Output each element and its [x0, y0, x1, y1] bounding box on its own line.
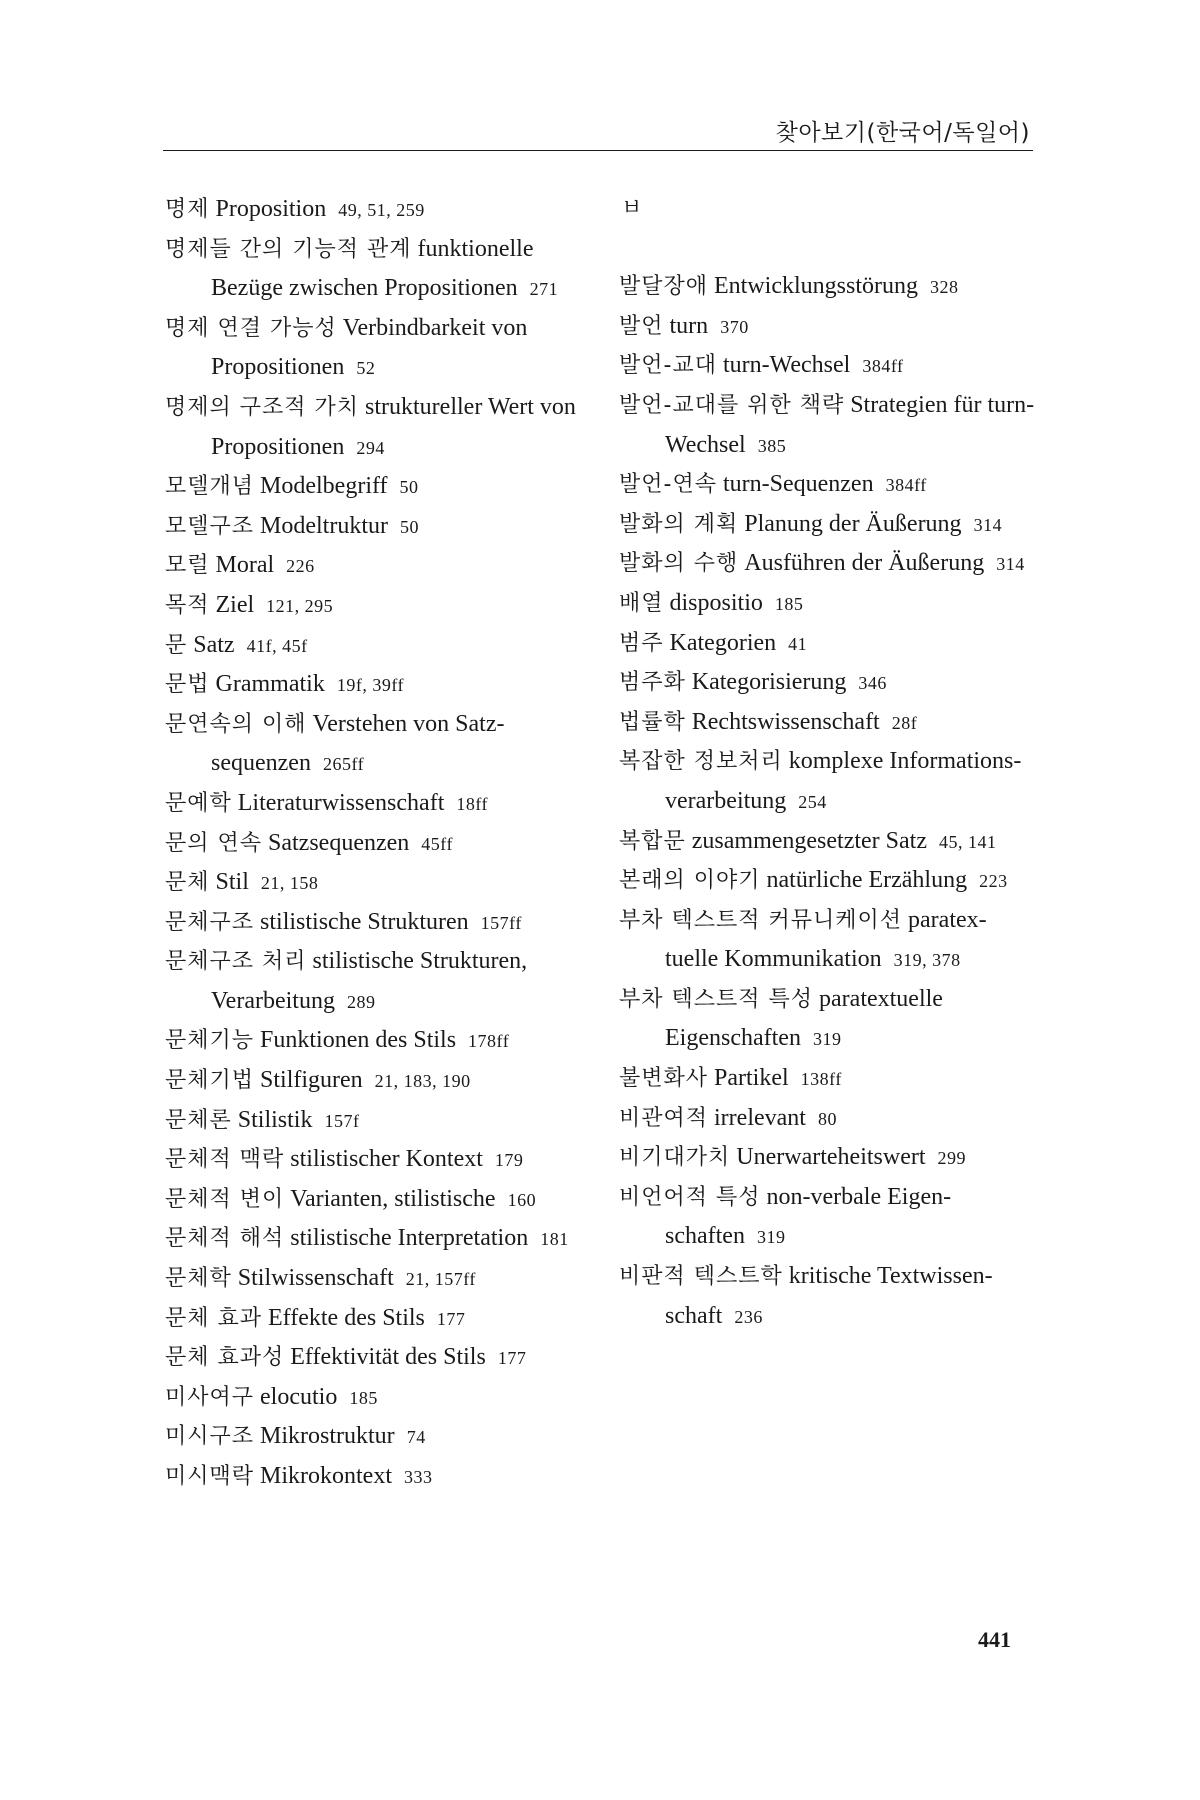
german-term: Modelbegriff: [260, 473, 388, 500]
german-term: turn-Sequenzen: [722, 471, 874, 498]
index-entry: [165, 863, 585, 903]
page-references: 185: [774, 593, 804, 614]
korean-term: 문체: [165, 870, 210, 896]
page-references: 28f: [891, 712, 918, 733]
index-entry: [619, 624, 1039, 664]
korean-term: 법률학: [619, 709, 686, 735]
index-entry: [165, 784, 585, 824]
index-entry: [619, 1099, 1039, 1139]
index-entry: [619, 505, 1039, 545]
page-references: 21, 183, 190: [374, 1071, 471, 1092]
index-entry: [619, 861, 1039, 901]
korean-term: 비판적 텍스트학: [619, 1264, 783, 1290]
page-references: 21, 157ff: [405, 1269, 476, 1290]
page-references: 177: [497, 1348, 527, 1369]
page-references: 178ff: [468, 1031, 510, 1052]
index-entry: [619, 742, 1039, 821]
german-term: Stilfiguren: [260, 1067, 363, 1094]
korean-term: 비언어적 특성: [619, 1184, 761, 1210]
index-entry: [619, 663, 1039, 703]
korean-term: 발언: [619, 313, 664, 339]
page-references: 21, 158: [260, 873, 319, 894]
german-term: Ziel: [215, 591, 255, 618]
german-term: Stilwissenschaft: [237, 1265, 394, 1292]
page-references: 299: [937, 1148, 967, 1169]
korean-term: 불변화사: [619, 1066, 709, 1092]
index-entry: [619, 465, 1039, 505]
german-term: Rechtswissenschaft: [691, 708, 880, 735]
german-term: dispositio: [669, 589, 763, 616]
page-references: 80: [817, 1108, 837, 1129]
index-entry: [165, 1140, 585, 1180]
index-entry: [165, 388, 585, 467]
german-term: stilistische Strukturen: [260, 908, 469, 935]
page-references: 121, 295: [266, 595, 334, 616]
german-term: Verbindbarkeit von Propositionen: [211, 314, 528, 381]
index-entry: [165, 942, 585, 1021]
page-references: 45ff: [421, 833, 453, 854]
korean-term: 미시맥락: [165, 1464, 255, 1489]
german-term: Funktionen des Stils: [260, 1027, 457, 1054]
korean-term: 범주: [619, 630, 664, 656]
index-entries-right: [619, 267, 1039, 1336]
german-term: funktionelle Bezüge zwischen Propositionen: [211, 235, 534, 302]
german-term: irrelevant: [714, 1104, 806, 1131]
index-entry: [165, 1338, 585, 1378]
korean-term: 문체구조 처리: [165, 949, 307, 975]
page-references: 52: [356, 358, 376, 379]
index-entry: [165, 903, 585, 943]
korean-term: 문체론: [165, 1107, 232, 1133]
page-references: 226: [286, 556, 315, 577]
header-rule: [163, 150, 1033, 151]
german-term: Kategorien: [669, 629, 777, 656]
running-header: 찾아보기(한국어/독일어): [775, 120, 1030, 146]
korean-term: 명제의 구조적 가치: [165, 394, 360, 420]
index-entry: [619, 307, 1039, 347]
korean-term: 명제: [165, 197, 210, 222]
index-entry: [619, 1059, 1039, 1099]
index-entry: [619, 1138, 1039, 1178]
page-references: 157f: [324, 1110, 360, 1131]
index-entry: [165, 1457, 585, 1497]
german-term: Satzsequenzen: [268, 829, 410, 856]
korean-term: 모럴: [165, 553, 210, 579]
korean-term: 발언-교대: [619, 353, 717, 379]
korean-term: 문: [165, 632, 188, 658]
german-term: Modeltruktur: [260, 512, 388, 539]
german-term: turn-Wechsel: [722, 352, 851, 379]
german-term: Proposition: [215, 196, 327, 222]
index-entry: [165, 1219, 585, 1259]
index-entry: [165, 1299, 585, 1339]
korean-term: 발언-교대를 위한 책략: [619, 392, 845, 418]
german-term: paratextuelle Eigenschaften: [665, 985, 943, 1052]
korean-term: 미사여구: [165, 1384, 255, 1410]
korean-term: 명제 연결 가능성: [165, 315, 337, 341]
page-references: 41f, 45f: [246, 635, 308, 656]
page-references: 370: [720, 316, 749, 337]
korean-term: 비관여적: [619, 1105, 709, 1131]
german-term: Ausführen der Äußerung: [744, 550, 985, 577]
korean-term: 본래의 이야기: [619, 868, 761, 894]
german-term: turn: [669, 312, 709, 339]
page-references: 45, 141: [939, 831, 997, 852]
korean-term: 문체적 맥락: [165, 1147, 285, 1173]
index-entry: [165, 1417, 585, 1457]
german-term: paratex-tuelle Kommunikation: [665, 906, 987, 973]
korean-term: 문체 효과: [165, 1305, 263, 1331]
korean-term: 문예학: [165, 790, 232, 816]
german-term: stilistische Interpretation: [290, 1225, 529, 1252]
german-term: Mikrokontext: [260, 1463, 393, 1489]
index-entry: [619, 901, 1039, 980]
index-entry: [619, 386, 1039, 465]
page-references: 74: [406, 1427, 426, 1448]
index-entry: [619, 584, 1039, 624]
index-entry: [165, 705, 585, 784]
german-term: stilistische Strukturen, Verarbeitung: [211, 948, 528, 1014]
page-references: 385: [757, 435, 787, 456]
page-references: 181: [540, 1229, 569, 1250]
german-term: struktureller Wert von Propositionen: [211, 393, 576, 460]
page-references: 254: [798, 791, 827, 812]
index-column-right: [619, 190, 1039, 1336]
korean-term: 문체 효과성: [165, 1345, 285, 1371]
page-references: 319: [756, 1227, 786, 1248]
korean-term: 발달장애: [619, 274, 709, 300]
index-entry: [619, 267, 1039, 307]
index-entry: [165, 586, 585, 626]
korean-term: 모델개념: [165, 474, 255, 500]
page-references: 319: [812, 1029, 842, 1050]
korean-term: 명제들 간의 기능적 관계: [165, 236, 412, 262]
index-entry: [165, 824, 585, 864]
german-term: Effektivität des Stils: [290, 1344, 486, 1371]
german-term: Verstehen von Satz-sequenzen: [211, 710, 505, 777]
page-references: 185: [349, 1387, 378, 1408]
german-term: Grammatik: [215, 671, 325, 698]
korean-term: 문체학: [165, 1266, 232, 1292]
index-entry: [165, 1021, 585, 1061]
index-entry: [165, 507, 585, 547]
index-entry: [619, 1257, 1039, 1336]
korean-term: 문체기법: [165, 1068, 255, 1094]
german-term: stilistischer Kontext: [290, 1146, 483, 1173]
page-references: 346: [858, 673, 887, 694]
index-entry: [619, 980, 1039, 1059]
korean-term: 복합문: [619, 828, 686, 854]
korean-term: 모델구조: [165, 513, 255, 539]
page-references: 138ff: [800, 1069, 842, 1090]
korean-term: 복잡한 정보처리: [619, 749, 783, 775]
german-term: komplexe Informations-verarbeitung: [665, 748, 1022, 814]
korean-term: 범주화: [619, 670, 686, 696]
korean-term: 문의 연속: [165, 830, 263, 856]
korean-term: 발화의 수행: [619, 551, 739, 577]
page-references: 294: [356, 437, 385, 458]
page-references: 236: [734, 1306, 763, 1327]
german-term: non-verbale Eigen-schaften: [665, 1183, 952, 1250]
german-term: Effekte des Stils: [268, 1304, 425, 1331]
index-entry: [165, 1259, 585, 1299]
index-entry: [165, 626, 585, 666]
german-term: Strategien für turn-Wechsel: [665, 391, 1035, 458]
page-references: 328: [930, 277, 959, 298]
index-entry: [165, 230, 585, 309]
index-entry: [619, 346, 1039, 386]
german-term: Stilistik: [237, 1106, 313, 1133]
index-entry: [619, 822, 1039, 862]
german-term: Satz: [193, 631, 235, 658]
korean-term: 문법: [165, 672, 210, 698]
german-term: Mikrostruktur: [260, 1423, 395, 1450]
page-references: 160: [507, 1189, 537, 1210]
korean-term: 미시구조: [165, 1424, 255, 1450]
page-references: 179: [494, 1150, 524, 1171]
page-references: 314: [996, 554, 1025, 575]
german-term: kritische Textwissen-schaft: [665, 1263, 993, 1329]
page-references: 19f, 39ff: [336, 675, 404, 696]
page-references: 177: [436, 1308, 466, 1329]
page-references: 289: [346, 991, 376, 1012]
german-term: Partikel: [714, 1065, 789, 1092]
german-term: Literaturwissenschaft: [237, 789, 445, 816]
page-references: 41: [788, 633, 808, 654]
german-term: elocutio: [260, 1383, 338, 1410]
page-references: 157ff: [480, 912, 522, 933]
german-term: Entwicklungsstörung: [714, 273, 919, 300]
korean-term: 문체기능: [165, 1028, 255, 1054]
index-entry: [165, 665, 585, 705]
index-entry: [165, 190, 585, 230]
korean-term: 문체구조: [165, 909, 255, 935]
korean-term: 발언-연속: [619, 472, 717, 498]
german-term: Stil: [215, 869, 249, 896]
page-references: 271: [529, 279, 559, 300]
index-entry: [165, 1061, 585, 1101]
page-references: 49, 51, 259: [338, 200, 425, 220]
index-entry: [165, 546, 585, 586]
index-column-left: [165, 190, 585, 1497]
german-term: Moral: [215, 552, 275, 579]
index-entry: [619, 544, 1039, 584]
german-term: Planung der Äußerung: [744, 510, 962, 537]
page-references: 50: [399, 477, 419, 498]
korean-term: 비기대가치: [619, 1145, 731, 1171]
korean-term: 문체적 변이: [165, 1186, 285, 1212]
korean-term: 목적: [165, 592, 210, 618]
index-entry: [165, 467, 585, 507]
german-term: Kategorisierung: [691, 669, 847, 696]
page-references: 50: [400, 516, 419, 537]
index-entry: [619, 1178, 1039, 1257]
page-references: 314: [973, 514, 1003, 535]
page-references: 223: [979, 871, 1008, 892]
page-references: 18ff: [456, 793, 489, 814]
index-entry: [165, 1180, 585, 1220]
page-references: 384ff: [885, 475, 927, 496]
section-letter: ㅂ: [621, 196, 643, 221]
korean-term: 배열: [619, 590, 664, 616]
korean-term: 문체적 해석: [165, 1226, 285, 1252]
page-references: 333: [404, 1467, 433, 1487]
index-entry: [165, 1101, 585, 1141]
page-number: 441: [978, 1627, 1011, 1652]
german-term: Unerwarteheitswert: [736, 1144, 926, 1171]
page-references: 319, 378: [893, 950, 961, 971]
index-entry: [619, 703, 1039, 743]
index-entry: [165, 309, 585, 388]
index-entry: [165, 1378, 585, 1418]
german-term: natürliche Erzählung: [766, 867, 968, 894]
german-term: Varianten, stilistische: [290, 1185, 496, 1212]
korean-term: 발화의 계획: [619, 511, 739, 537]
korean-term: 부차 텍스트적 특성: [619, 986, 814, 1012]
korean-term: 부차 텍스트적 커뮤니케이션: [619, 907, 903, 933]
page-references: 384ff: [862, 356, 904, 377]
page-references: 265ff: [322, 754, 365, 775]
german-term: zusammengesetzter Satz: [691, 827, 927, 854]
korean-term: 문연속의 이해: [165, 711, 307, 737]
